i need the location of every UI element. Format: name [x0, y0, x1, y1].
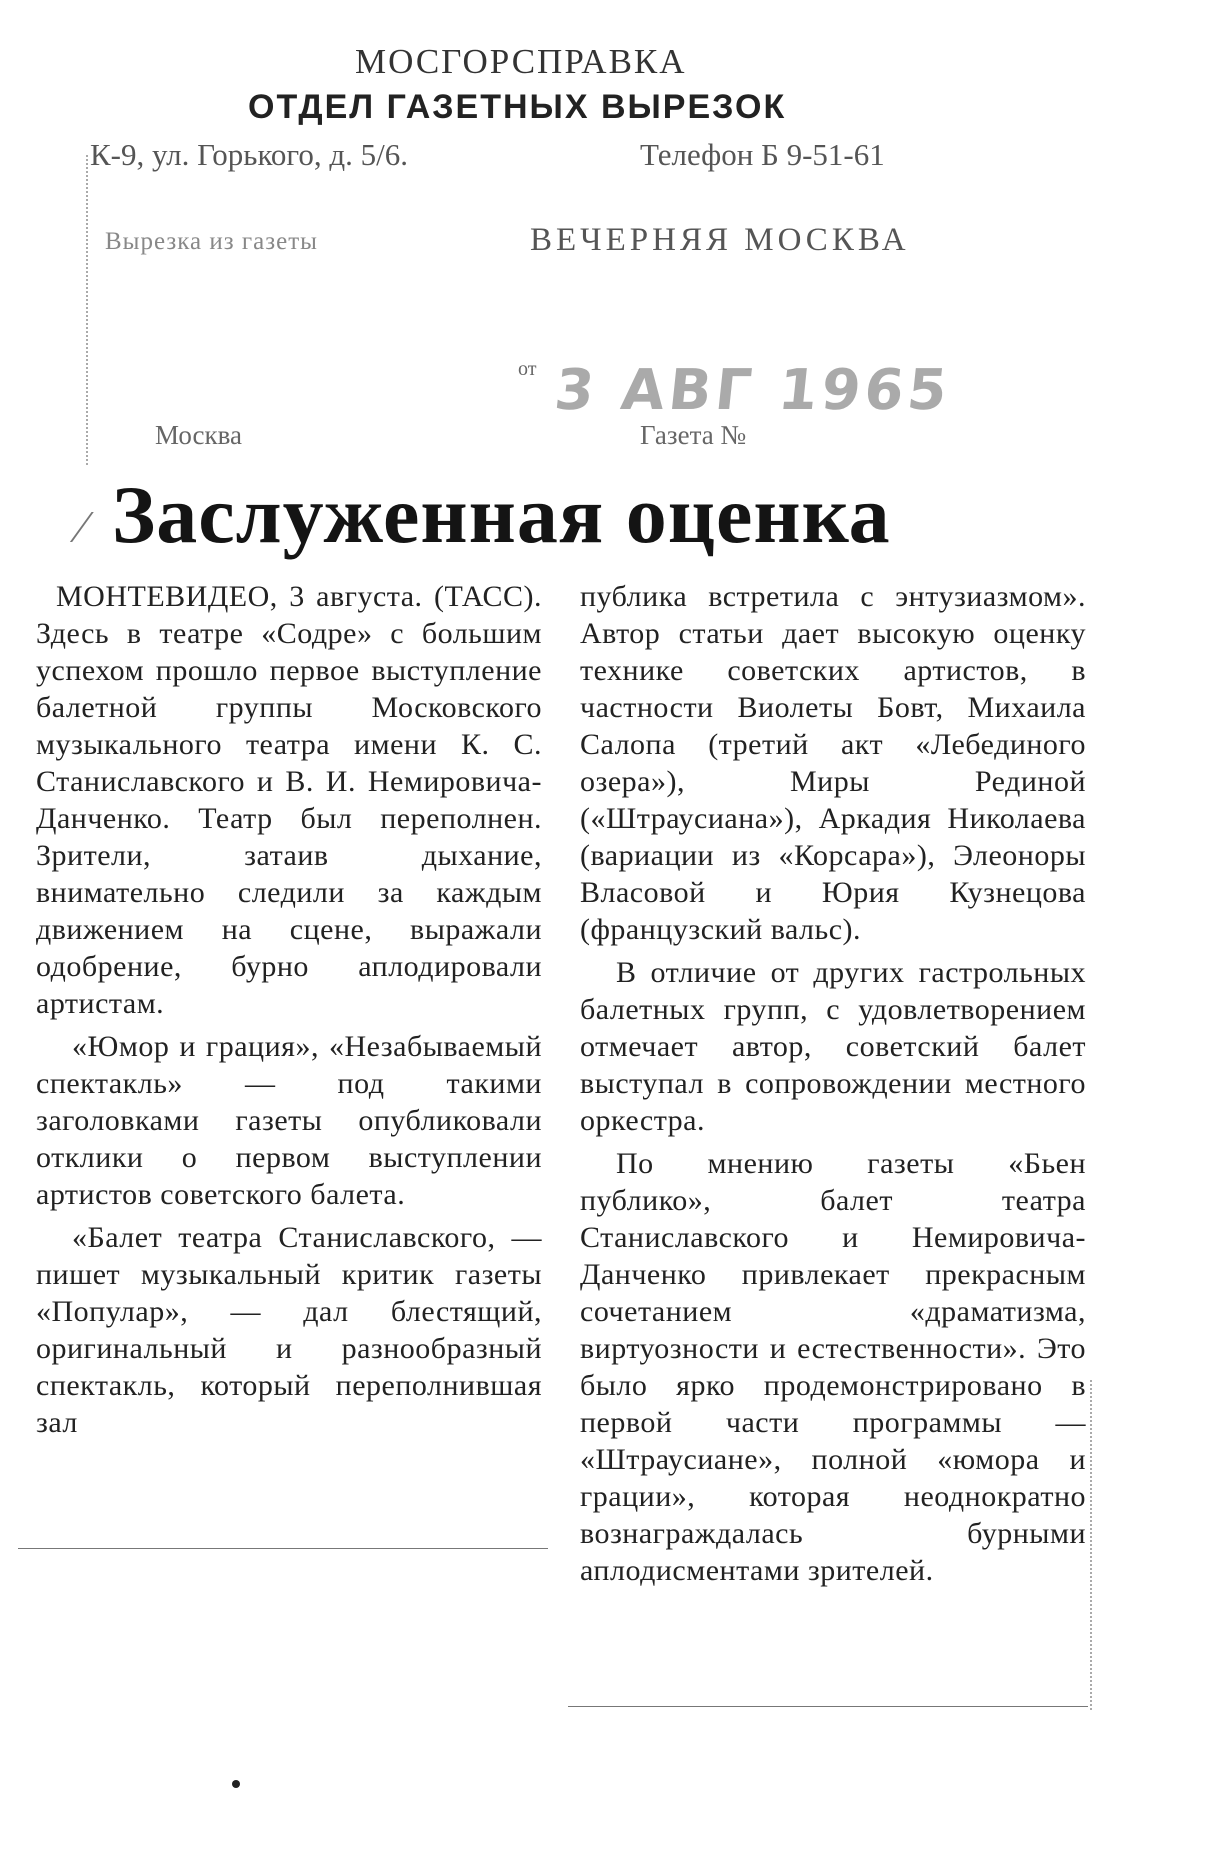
clipping-label: Вырезка из газеты: [105, 228, 318, 255]
paragraph: По мнению газеты «Бьен публико», балет театра Станиславского и Немировича-Данченко привлекает прекрасным сочетанием «драматизма, виртуозности и естественности». Это было ярко продемонстрировано в первой части программы — «Штраусиане», полной «юмора и грации», которая неоднократно вознаграждалась бурными аплодисментами зрителей.: [580, 1147, 1086, 1587]
newspaper-name: ВЕЧЕРНЯЯ МОСКВА: [530, 222, 910, 258]
date-prefix: от: [518, 358, 537, 380]
left-margin-dots: [86, 155, 88, 465]
pencil-mark-icon: ⁄: [78, 501, 86, 552]
department-name: ОТДЕЛ ГАЗЕТНЫХ ВЫРЕЗОК: [248, 88, 787, 126]
paragraph: «Балет театра Станиславского, — пишет музыкальный критик газеты «Популар», — дал блестящий, оригинальный и разнообразный спектакль, который переполнившая зал: [36, 1221, 542, 1439]
right-margin-dots: [1090, 1380, 1092, 1710]
paragraph: В отличие от других гастрольных балетных групп, с удовлетворением отмечает автор, советский балет выступал в сопровождении местного оркестра.: [580, 956, 1086, 1137]
city: Москва: [155, 420, 242, 450]
org-name: МОСГОРСПРАВКА: [355, 42, 687, 81]
address: К-9, ул. Горького, д. 5/6.: [90, 137, 409, 172]
ink-dot: [232, 1780, 240, 1788]
column-2-cut-line: [568, 1706, 1088, 1707]
article-title: Заслуженная оценка: [112, 469, 891, 560]
column-1-cut-line: [18, 1548, 548, 1549]
phone: Телефон Б 9-51-61: [640, 137, 885, 172]
paragraph: публика встретила с энтузиазмом». Автор статьи дает высокую оценку технике советских артистов, в частности Виолеты Бовт, Михаила Салопа (третий акт «Лебединого озера»), Миры Рединой («Штраусиана»), Аркадия Николаева (вариации из «Корсара»), Элеоноры Власовой и Юрия Кузнецова (французский вальс).: [580, 580, 1086, 946]
article-column-1: [36, 578, 542, 1441]
paragraph: «Юмор и грация», «Незабываемый спектакль» — под такими заголовками газеты опубликовали отклики о первом выступлении артистов советского балета.: [36, 1030, 542, 1211]
paragraph: МОНТЕВИДЕО, 3 августа. (ТАСС). Здесь в театре «Содре» с большим успехом прошло первое выступление балетной группы Московского музыкального театра имени К. С. Станиславского и В. И. Немировича-Данченко. Театр был переполнен. Зрители, затаив дыхание, внимательно следили за каждым движением на сцене, выражали одобрение, бурно аплодировали артистам.: [36, 580, 542, 1020]
article-column-2: [580, 578, 1086, 1589]
date-stamp: 3 АВГ 1965: [551, 358, 954, 423]
issue-label: Газета №: [640, 420, 747, 450]
